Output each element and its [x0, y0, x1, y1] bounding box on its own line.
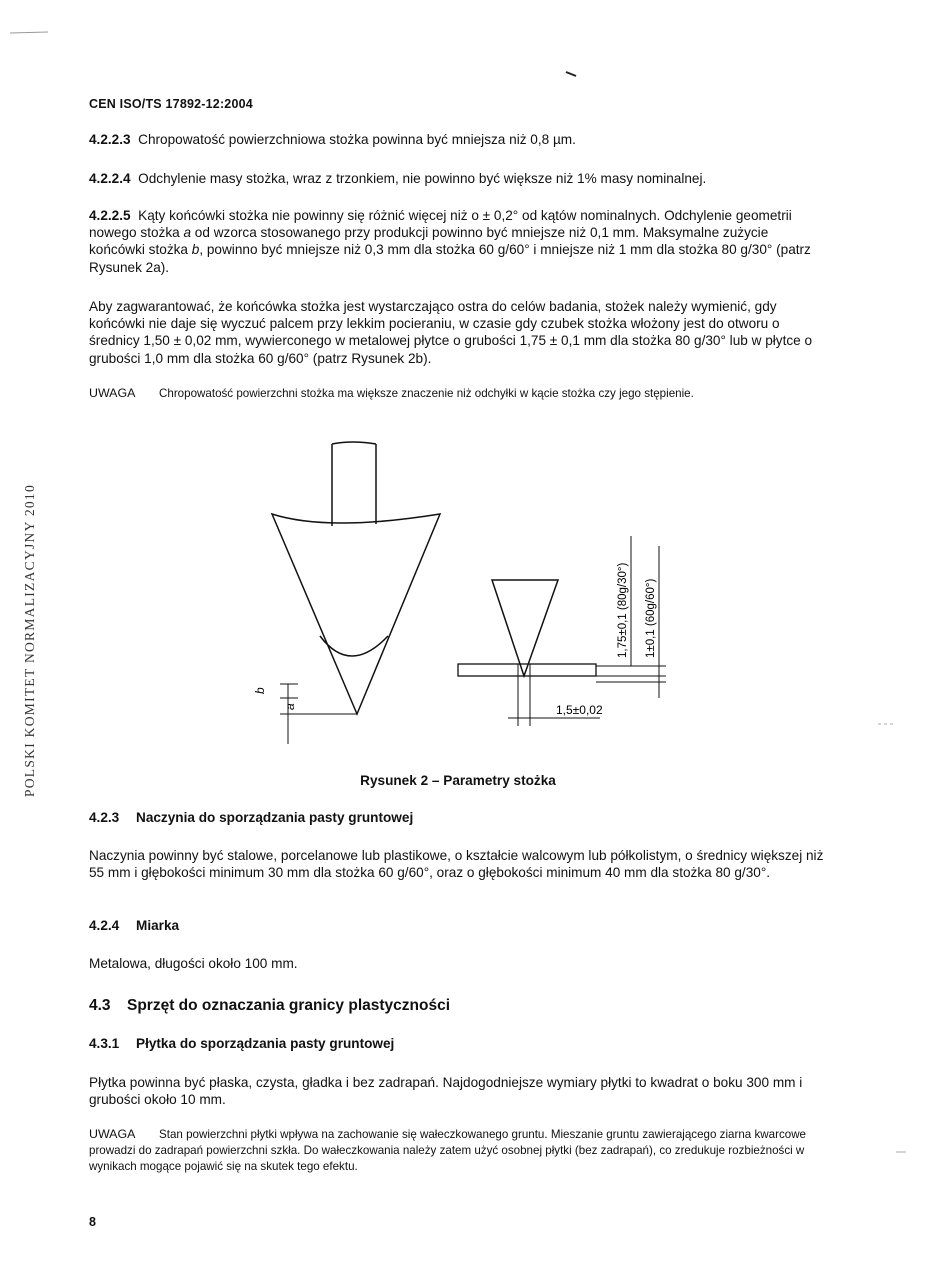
- paragraph-number: 4.2.2.3: [89, 132, 131, 147]
- figure-caption: Rysunek 2 – Parametry stożka: [360, 773, 556, 788]
- note-roughness: [89, 385, 827, 402]
- section-title: Miarka: [136, 918, 180, 933]
- section-title: Naczynia do sporządzania pasty gruntowej: [136, 810, 414, 825]
- paragraph-plate: Płytka powinna być płaska, czysta, gładka i bez zadrapań. Najdogodniejsze wymiary płytki to kwadrat o boku 300 mm i grubości około 10 mm.: [89, 1075, 803, 1108]
- paragraph-vessels: Naczynia powinny być stalowe, porcelanowe lub plastikowe, o kształcie walcowym lub półkolistym, o średnicy większej niż 55 mm i głębokości minimum 30 mm dla stożka 60 g/60°, oraz o głębokości minimum 40 mm dla stożka 80 g/30°.: [89, 848, 824, 881]
- note-label: UWAGA: [89, 386, 136, 400]
- section-4-2-4-heading: [89, 918, 179, 933]
- dim-hole: 1,5±0,02: [556, 703, 603, 717]
- dim-thickness-80: 1,75±0,1 (80g/30°): [617, 562, 629, 658]
- label-a: a: [283, 703, 297, 710]
- page-number: 8: [89, 1215, 96, 1229]
- section-title: Sprzęt do oznaczania granicy plastyczności: [127, 997, 451, 1014]
- paragraph-text: Odchylenie masy stożka, wraz z trzonkiem, nie powinno być większe niż 1% masy nominalnej.: [138, 171, 707, 186]
- paragraph-text: , powinno być mniejsze niż 0,3 mm dla stożka 60 g/60° i mniejsze niż 1 mm dla stożka 80 g/30° (patrz Rysunek 2a).: [89, 242, 811, 275]
- paragraph-4-2-2-3: [89, 131, 827, 148]
- section-number: 4.3: [89, 997, 111, 1014]
- dim-thickness-60: 1±0,1 (60g/60°): [645, 578, 657, 658]
- figure-cone-parameters: [240, 436, 680, 746]
- section-title: Płytka do sporządzania pasty gruntowej: [136, 1036, 395, 1051]
- paragraph-cone-replacement: Aby zagwarantować, że końcówka stożka jest wystarczająco ostra do celów badania, stożek należy wymienić, gdy końcówki nie daje się wyczuć palcem przy lekkim pocieraniu, w czasie gdy czubek stożka włożony jest do otworu o średnicy 1,50 ± 0,02 mm, wywierconego w metalowej płytce o grubości 1,75 ± 0,1 mm dla stożka 80 g/30° lub w płytce o grubości 1,0 mm dla stożka 60 g/60° (patrz Rysunek 2b).: [89, 299, 813, 366]
- paragraph-ruler: Metalowa, długości około 100 mm.: [89, 956, 298, 971]
- symbol-a: a: [183, 225, 192, 241]
- paragraph-number: 4.2.2.5: [89, 208, 131, 223]
- symbol-b: b: [191, 242, 200, 258]
- paragraph-text: od wzorca stosowanego przy produkcji powinno być mniejsze niż 0,1 mm. Maksymalne zużycie końcówki stożka: [89, 225, 769, 258]
- cone-shaft: [332, 442, 376, 526]
- paragraph-number: 4.2.2.4: [89, 171, 131, 186]
- section-number: 4.2.3: [89, 810, 120, 825]
- note-text: Stan powierzchni płytki wpływa na zachowanie się wałeczkowanego gruntu. Mieszanie gruntu zawierającego ziarna kwarcowe prowadzi do zadrapań powierzchni szkła. Do wałeczkowania należy zatem użyć osobnej płytki (bez zadrapań), co zredukuje rozbieżności w wynikach mogące pojawić się na skutek tego efektu.: [89, 1128, 807, 1173]
- cone-body-small: [492, 580, 558, 676]
- side-stamp: POLSKI KOMITET NORMALIZACYJNY 2010: [22, 483, 37, 798]
- document-id: CEN ISO/TS 17892-12:2004: [89, 97, 253, 111]
- paragraph-text: Kąty końcówki stożka nie powinny się różnić więcej niż o ± 0,2° od kątów nominalnych. Odchylenie geometrii nowego stożka: [89, 208, 792, 241]
- section-4-3-heading: [89, 997, 450, 1015]
- note-plate-surface: [89, 1126, 827, 1175]
- paragraph-text: Chropowatość powierzchniowa stożka powinna być mniejsza niż 0,8 µm.: [138, 132, 576, 147]
- note-label: UWAGA: [89, 1127, 136, 1141]
- label-b: b: [253, 687, 267, 694]
- section-number: 4.3.1: [89, 1036, 120, 1051]
- cone-wear-arc: [320, 636, 388, 656]
- paragraph-4-2-2-5: [89, 207, 827, 276]
- section-number: 4.2.4: [89, 918, 120, 933]
- note-text: Chropowatość powierzchni stożka ma większe znaczenie niż odchyłki w kącie stożka czy jego stępienie.: [159, 387, 694, 400]
- section-4-2-3-heading: [89, 810, 413, 825]
- paragraph-4-2-2-4: [89, 170, 827, 187]
- section-4-3-1-heading: [89, 1036, 394, 1051]
